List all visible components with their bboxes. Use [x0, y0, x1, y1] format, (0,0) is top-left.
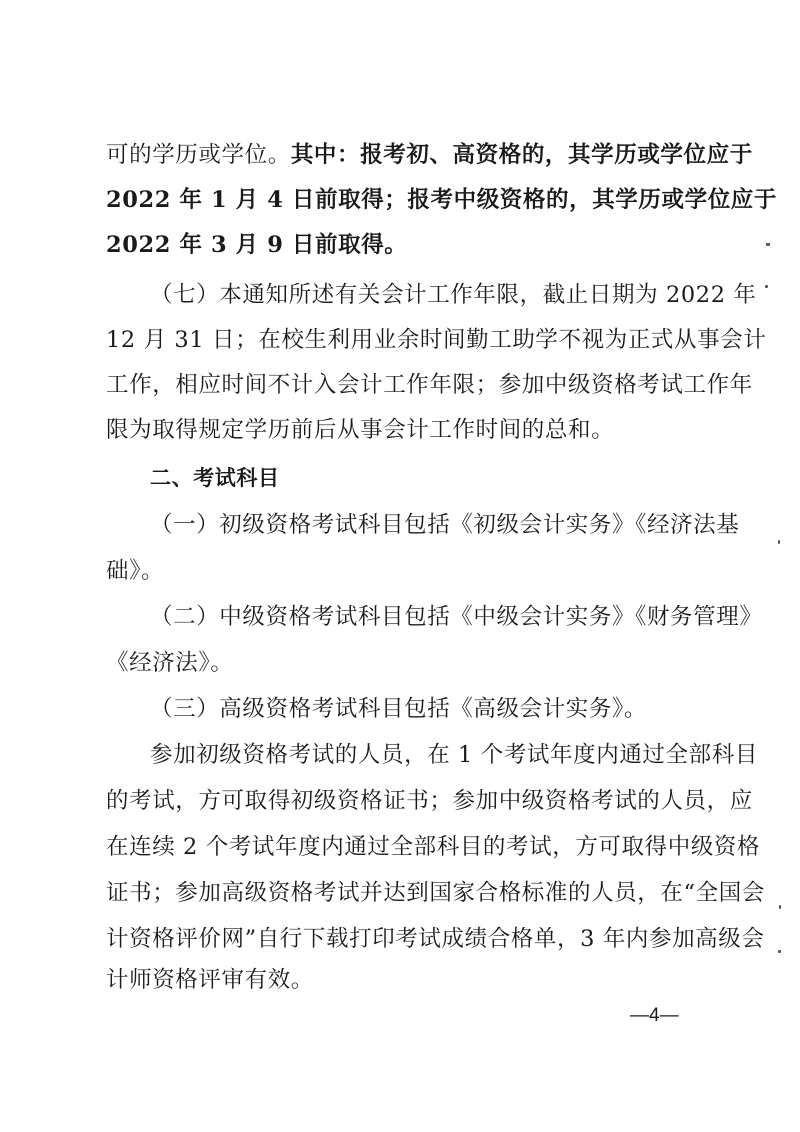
text-line-3: 2022 年 3 月 9 日前取得。	[106, 232, 408, 258]
text-segment-bold: 其中：报考初、高资格的，其学历或学位应于	[290, 142, 753, 168]
certificate-para-line-1: 参加初级资格考试的人员，在 1 个考试年度内通过全部科目	[150, 742, 758, 768]
section-heading-exam-subjects: 二、考试科目	[150, 466, 280, 490]
paragraph-7-line-4: 限为取得规定学历前后从事会计工作时间的总和。	[106, 417, 615, 443]
paragraph-7-line-1: （七）本通知所述有关会计工作年限，截止日期为 2022 年	[150, 282, 757, 308]
certificate-para-line-5: 计资格评价网”自行下载打印考试成绩合格单，3 年内参加高级会	[106, 926, 765, 952]
text-line-2: 2022 年 1 月 4 日前取得；报考中级资格的，其学历或学位应于	[106, 187, 778, 213]
subject-2-line-2: 《经济法》。	[106, 650, 234, 676]
text-segment-normal: 可的学历或学位。	[106, 142, 291, 168]
subject-2-line-1: （二）中级资格考试科目包括《中级会计实务》《财务管理》	[150, 604, 763, 630]
scan-speck	[778, 950, 781, 953]
certificate-para-line-3: 在连续 2 个考试年度内通过全部科目的考试，方可取得中级资格	[106, 834, 761, 860]
scan-speck	[766, 243, 770, 246]
text-line-1	[106, 140, 753, 170]
scan-speck	[765, 285, 768, 288]
subject-3-line-1: （三）高级资格考试科目包括《高级会计实务》。	[150, 696, 647, 722]
paragraph-7-line-3: 工作，相应时间不计入会计工作年限；参加中级资格考试工作年	[106, 372, 753, 398]
paragraph-7-line-2: 12 月 31 日；在校生利用业余时间勤工助学不视为正式从事会计	[106, 327, 767, 353]
certificate-para-line-2: 的考试，方可取得初级资格证书；参加中级资格考试的人员，应	[106, 788, 753, 814]
certificate-para-line-6: 计师资格评审有效。	[106, 967, 314, 993]
certificate-para-line-4: 证书；参加高级资格考试并达到国家合格标准的人员，在“全国会	[106, 880, 765, 906]
subject-1-line-2: 础》。	[106, 558, 165, 584]
scan-speck	[778, 540, 780, 544]
subject-1-line-1: （一）初级资格考试科目包括《初级会计实务》《经济法基	[150, 512, 740, 538]
scan-speck	[779, 905, 781, 909]
page-number: —4—	[630, 1005, 679, 1026]
